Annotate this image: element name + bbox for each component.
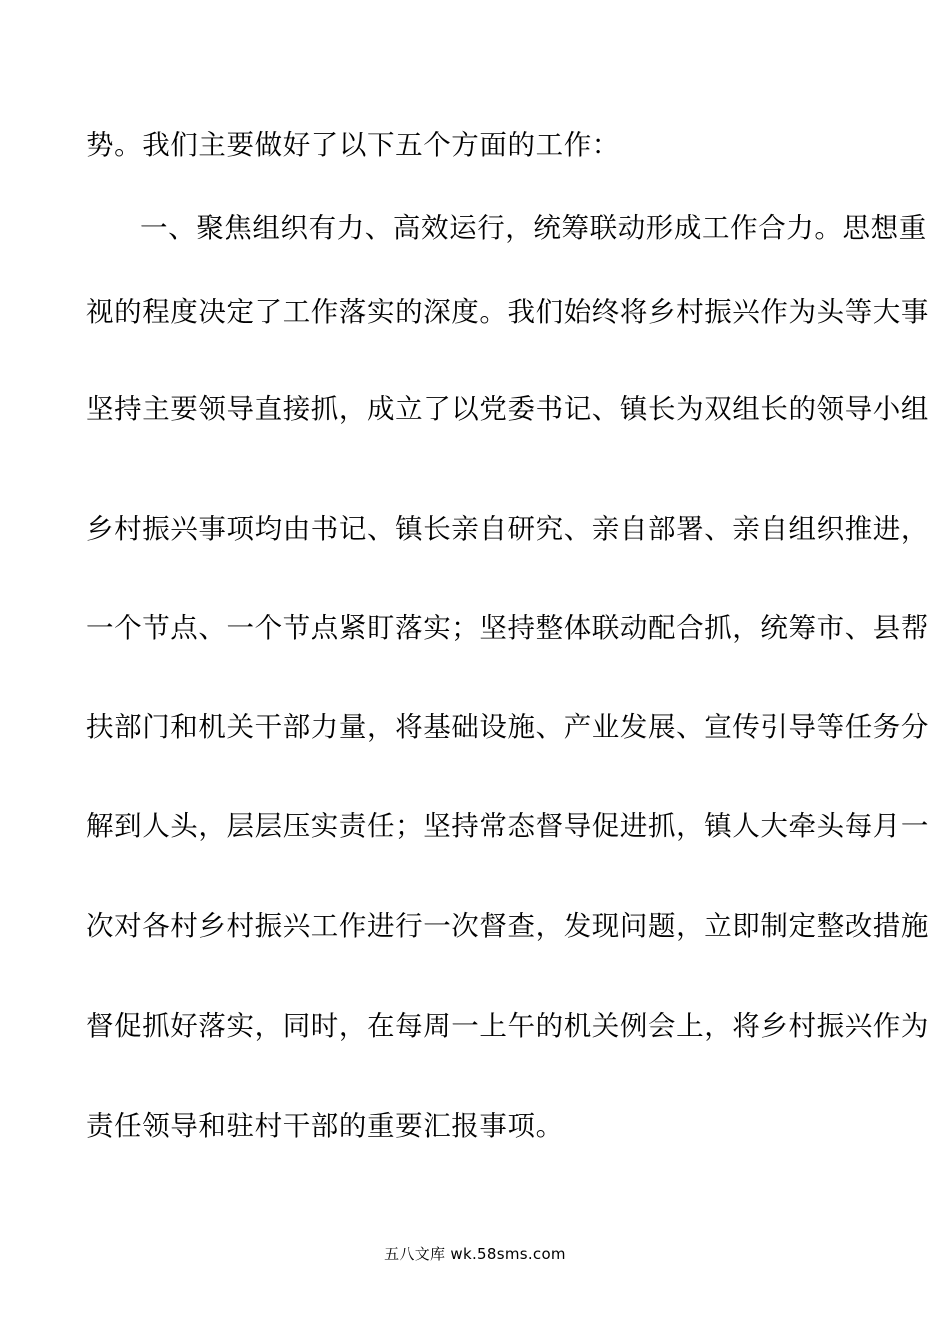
text-line: 次对各村乡村振兴工作进行一次督查，发现问题，立即制定整改措施 xyxy=(86,910,929,942)
text-line: 解到人头，层层压实责任；坚持常态督导促进抓，镇人大牵头每月一 xyxy=(86,810,929,842)
text-line: 视的程度决定了工作落实的深度。我们始终将乡村振兴作为头等大事 xyxy=(86,296,929,328)
text-line: 势。我们主要做好了以下五个方面的工作： xyxy=(86,129,620,161)
text-line: 责任领导和驻村干部的重要汇报事项。 xyxy=(86,1110,564,1142)
section-heading-line: 一、聚焦组织有力、高效运行，统筹联动形成工作合力。思想重 xyxy=(140,212,927,244)
text-line: 扶部门和机关干部力量，将基础设施、产业发展、宣传引导等任务分 xyxy=(86,711,929,743)
text-line: 督促抓好落实，同时，在每周一上午的机关例会上，将乡村振兴作为 xyxy=(86,1010,929,1042)
footer-watermark: 五八文库 wk.58sms.com xyxy=(384,1245,566,1263)
text-line: 一个节点、一个节点紧盯落实；坚持整体联动配合抓，统筹市、县帮 xyxy=(86,612,929,644)
text-line: 乡村振兴事项均由书记、镇长亲自研究、亲自部署、亲自组织推进， xyxy=(86,513,929,545)
text-line: 坚持主要领导直接抓，成立了以党委书记、镇长为双组长的领导小组 xyxy=(86,393,929,425)
